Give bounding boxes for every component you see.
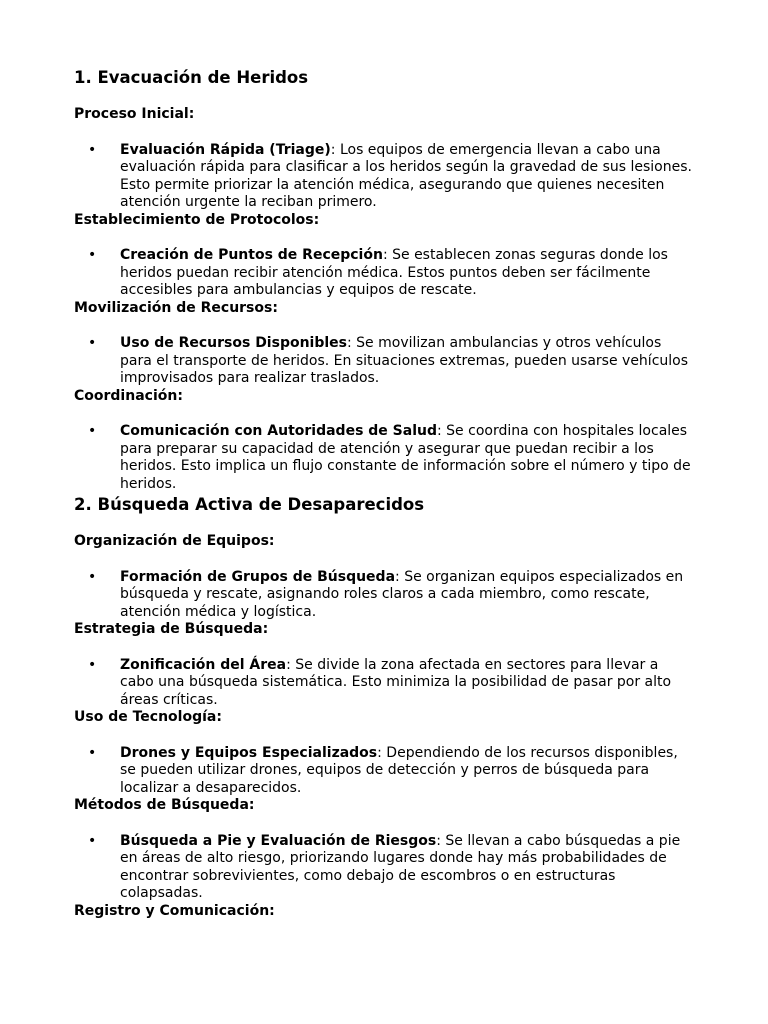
subsection-heading: Establecimiento de Protocolos: — [74, 211, 320, 228]
subsection-heading: Organización de Equipos: — [74, 533, 275, 549]
item-term: Evaluación Rápida (Triage) — [120, 141, 331, 158]
bullet-icon: • — [88, 832, 97, 849]
list-item — [74, 745, 694, 798]
item-term: Formación de Grupos de Búsqueda — [120, 568, 396, 585]
item-text: : Los equipos de emergencia llevan a cabo una evaluación rápida para clasificar a los heridos según la gravedad de sus lesiones. Esto permite priorizar la atención médica, asegurando que quienes necesiten atención urgente la reciban primero. — [120, 141, 692, 210]
bullet-icon: • — [88, 656, 97, 673]
subsection-heading: Estrategia de Búsqueda: — [74, 621, 269, 637]
item-text: : Se organizan equipos especializados en búsqueda y rescate, asignando roles claros a cada miembro, como rescate, atención médica y logística. — [120, 568, 684, 620]
list-item — [74, 657, 694, 710]
subsection-heading: Coordinación: — [74, 387, 183, 404]
item-term: Zonificación del Área — [120, 656, 287, 673]
item-text: : Se coordina con hospitales locales para preparar su capacidad de atención y asegurar que puedan recibir a los heridos. Esto implica un flujo constante de información sobre el número y tipo de heridos. — [120, 423, 691, 492]
item-term: Drones y Equipos Especializados — [120, 744, 378, 761]
bullet-icon: • — [88, 744, 97, 761]
item-text: : Se establecen zonas seguras donde los heridos puedan recibir atención médica. Estos puntos deben ser fácilmente accesibles para ambulancias y equipos de rescate. — [120, 247, 668, 298]
section-title: 2. Búsqueda Activa de Desaparecidos — [74, 495, 425, 514]
subsection-heading: Métodos de Búsqueda: — [74, 797, 255, 813]
list-item — [74, 142, 694, 212]
item-text: : Se llevan a cabo búsquedas a pie en áreas de alto riesgo, priorizando lugares donde hay más probabilidades de encontrar sobrevivientes, como debajo de escombros o en estructuras colapsadas. — [120, 832, 681, 901]
list-item — [74, 247, 694, 300]
item-term: Creación de Puntos de Recepción — [120, 247, 383, 263]
item-text: : Dependiendo de los recursos disponibles, se pueden utilizar drones, equipos de detección y perros de búsqueda para localizar a desaparecidos. — [120, 744, 678, 796]
list-item — [74, 423, 694, 493]
bullet-icon: • — [88, 568, 97, 585]
subsection-heading: Proceso Inicial: — [74, 106, 195, 122]
item-term: Búsqueda a Pie y Evaluación de Riesgos — [120, 832, 437, 849]
subsection-heading: Uso de Tecnología: — [74, 709, 222, 725]
item-term: Uso de Recursos Disponibles — [120, 335, 347, 351]
document-page — [74, 66, 694, 920]
bullet-icon: • — [88, 141, 97, 158]
item-text: : Se movilizan ambulancias y otros vehículos para el transporte de heridos. En situaciones extremas, pueden usarse vehículos improvisados para realizar traslados. — [120, 335, 689, 386]
subsection-heading: Registro y Comunicación: — [74, 902, 275, 919]
list-item — [74, 833, 694, 903]
item-term: Comunicación con Autoridades de Salud — [120, 423, 437, 439]
subsection-heading: Movilización de Recursos: — [74, 299, 278, 316]
item-text: : Se divide la zona afectada en sectores para llevar a cabo una búsqueda sistemática. Esto minimiza la posibilidad de pasar por alto áreas críticas. — [120, 656, 672, 708]
list-item — [74, 335, 694, 388]
list-item — [74, 569, 694, 622]
bullet-icon: • — [88, 423, 97, 439]
section-title: 1. Evacuación de Heridos — [74, 68, 309, 87]
bullet-icon: • — [88, 247, 97, 263]
bullet-icon: • — [88, 335, 97, 351]
